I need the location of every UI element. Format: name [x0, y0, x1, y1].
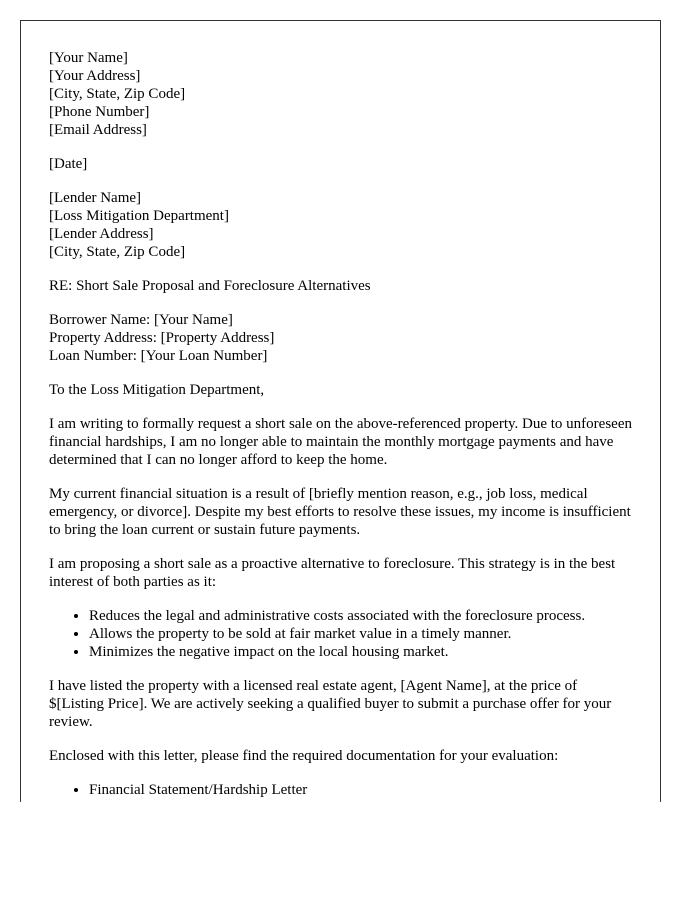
subject-line: RE: Short Sale Proposal and Foreclosure Alternatives	[49, 278, 371, 294]
list-item: • Reduces the legal and administrative costs associated with the foreclosure process.	[89, 607, 634, 625]
property-address: Property Address: [Property Address]	[49, 330, 275, 346]
loan-number: Loan Number: [Your Loan Number]	[49, 348, 268, 364]
documents-list	[49, 781, 634, 799]
date-text: [Date]	[49, 156, 88, 172]
list-item: • Allows the property to be sold at fair market value in a timely manner.	[89, 625, 634, 643]
sender-name: [Your Name]	[49, 50, 128, 66]
borrower-name: Borrower Name: [Your Name]	[49, 312, 233, 328]
sender-city: [City, State, Zip Code]	[49, 86, 186, 102]
benefits-list	[49, 607, 634, 661]
paragraph-listing: I have listed the property with a licensed real estate agent, [Agent Name], at the price of $[Listing Price]. We are actively seeking a qualified buyer to submit a purchase offer for your review.	[49, 678, 612, 730]
lender-department: [Loss Mitigation Department]	[49, 208, 229, 224]
borrower-info	[49, 311, 634, 365]
list-item: • Financial Statement/Hardship Letter	[89, 781, 634, 799]
paragraph-proposal: I am proposing a short sale as a proactive alternative to foreclosure. This strategy is in the best interest of both parties as it:	[49, 556, 616, 590]
lender-address: [Lender Address]	[49, 226, 154, 242]
letter-page	[20, 20, 661, 802]
letter-date	[49, 155, 634, 173]
letter-content	[49, 49, 634, 802]
salutation: To the Loss Mitigation Department,	[49, 382, 265, 398]
list-item: • Minimizes the negative impact on the local housing market.	[89, 643, 634, 661]
sender-street: [Your Address]	[49, 68, 141, 84]
paragraph-enclosures: Enclosed with this letter, please find the required documentation for your evaluation:	[49, 748, 559, 764]
lender-city: [City, State, Zip Code]	[49, 244, 186, 260]
paragraph-hardship: My current financial situation is a result of [briefly mention reason, e.g., job loss, medical emergency, or divorce]. Despite my best efforts to resolve these issues, my income is insufficient to bring the loan current or sustain future payments.	[49, 486, 631, 538]
paragraph-request: I am writing to formally request a short sale on the above-referenced property. Due to unforeseen financial hardships, I am no longer able to maintain the monthly mortgage payments and have determined that I can no longer afford to keep the home.	[49, 416, 632, 468]
sender-phone: [Phone Number]	[49, 104, 150, 120]
sender-address	[49, 49, 634, 139]
recipient-address	[49, 189, 634, 261]
lender-name: [Lender Name]	[49, 190, 142, 206]
sender-email: [Email Address]	[49, 122, 147, 138]
